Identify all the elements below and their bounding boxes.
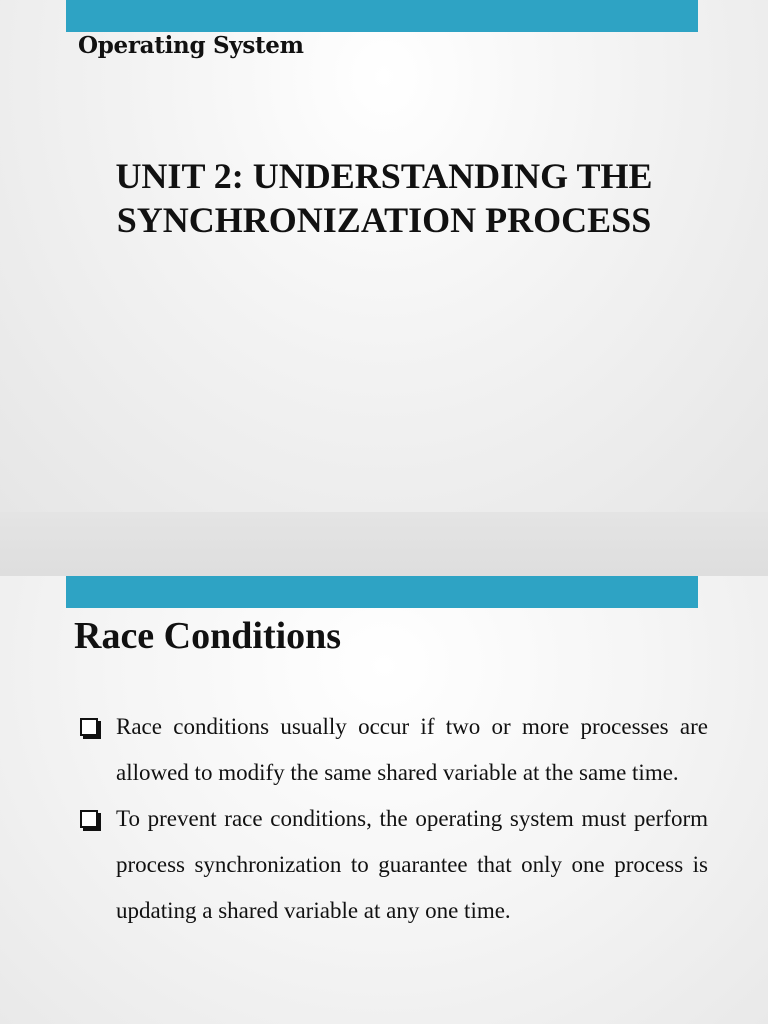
unit-title-line-1: UNIT 2: UNDERSTANDING THE: [115, 156, 653, 196]
bullet-list: [78, 704, 708, 934]
slide-header-bar: [66, 0, 698, 32]
slide-gap: [0, 512, 768, 576]
checkbox-square-icon: [80, 718, 98, 736]
bullet-text: Race conditions usually occur if two or more processes are allowed to modify the same shared variable at the same time.: [116, 714, 708, 785]
unit-title: [0, 154, 768, 242]
checkbox-square-icon: [80, 810, 98, 828]
bullet-text: To prevent race conditions, the operating system must perform process synchronization to guarantee that only one process is updating a shared variable at any one time.: [116, 806, 708, 923]
bullet-item: [78, 704, 708, 796]
course-label: Operating System: [78, 32, 304, 59]
unit-title-line-2: SYNCHRONIZATION PROCESS: [116, 200, 652, 240]
bullet-item: [78, 796, 708, 934]
content-slide: [0, 576, 768, 1024]
slide-header-bar: [66, 576, 698, 608]
section-title: Race Conditions: [74, 615, 342, 657]
